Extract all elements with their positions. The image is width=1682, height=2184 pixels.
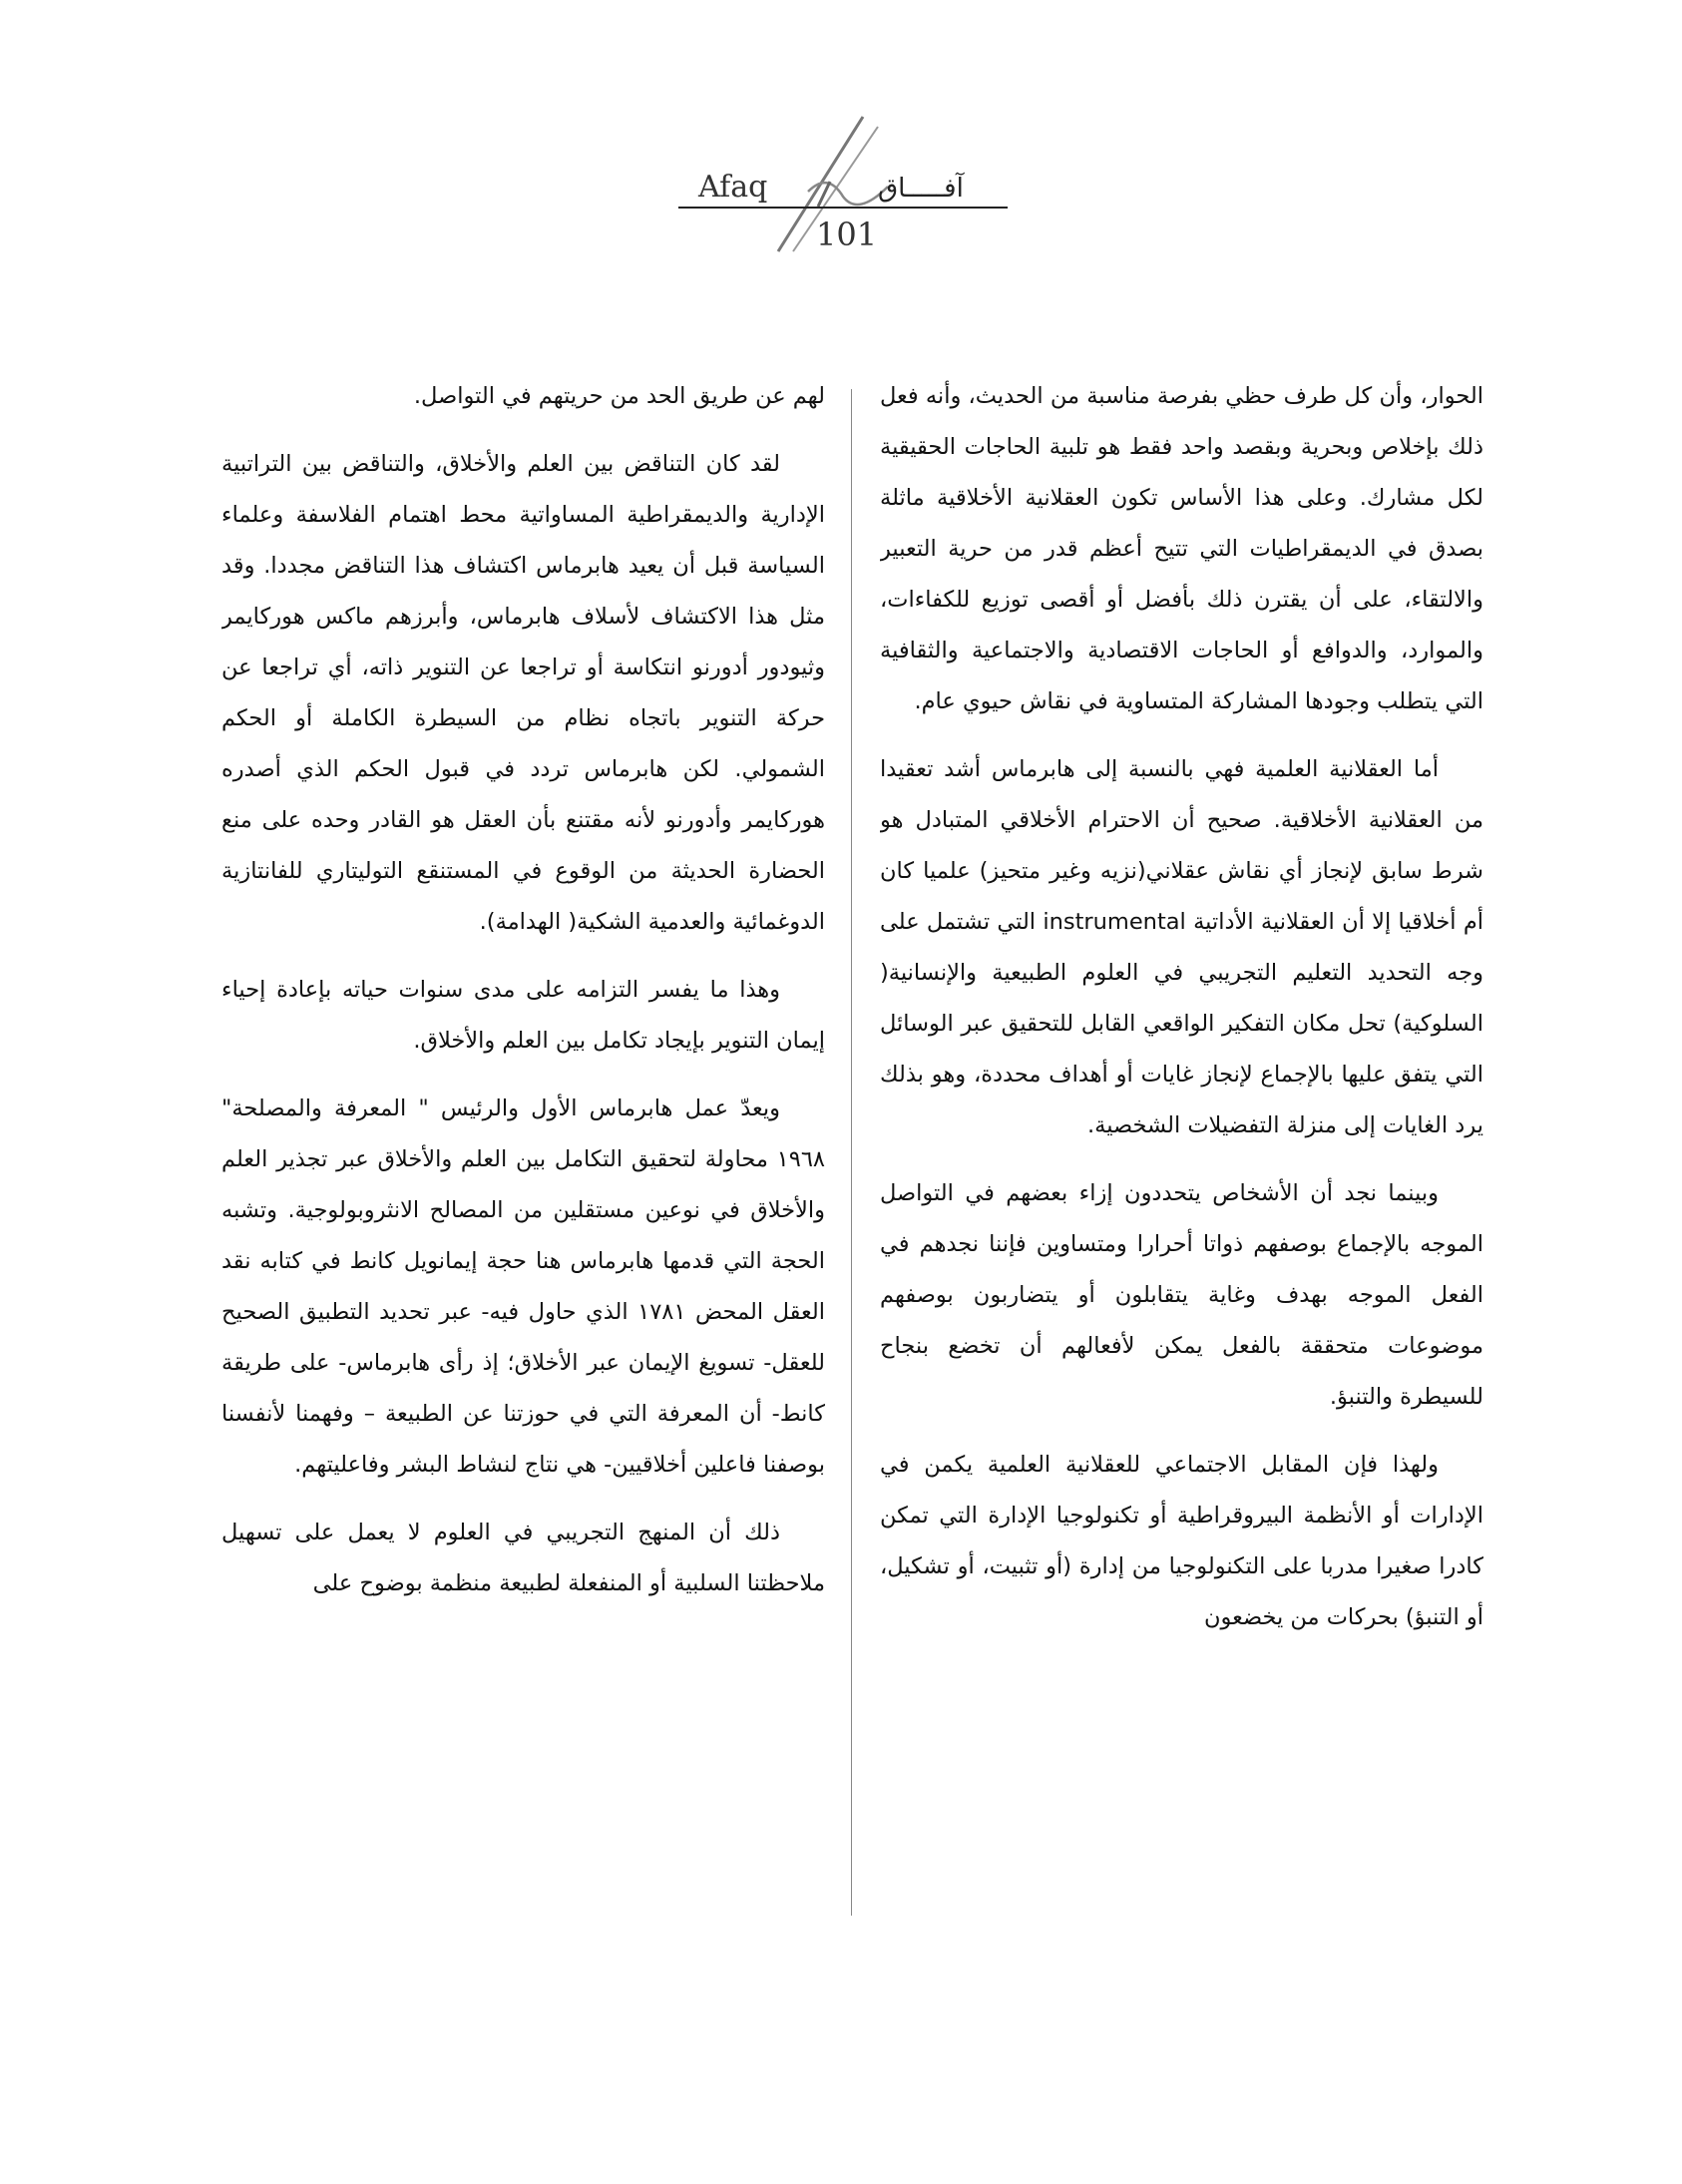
paragraph: وبينما نجد أن الأشخاص يتحددون إزاء بعضهم في التواصل الموجه بالإجماع بوصفهم ذواتا أحرارا ومتساوين فإننا نجدهم في الفعل الموجه بهدف وغاية يتقابلون أو يتضاربون بوصفهم موضوعات متحققة بالفعل يمكن لأفعالهم أن تخضع بنجاح للسيطرة والتنبؤ. bbox=[880, 1180, 1483, 1410]
left-column bbox=[221, 371, 825, 1928]
journal-logo-latin: Afaq bbox=[698, 170, 768, 205]
paragraph: أما العقلانية العلمية فهي بالنسبة إلى هابرماس أشد تعقيدا من العقلانية الأخلاقية. صحيح أن الاحترام الأخلاقي المتبادل هو شرط سابق لإنجاز أي نقاش عقلاني(نزيه وغير متحيز) علميا كان أم أخلاقيا إلا أن العقلانية الأداتية instrumental التي تشتمل على وجه التحديد التعليم التجريبي في العلوم الطبيعية والإنسانية( السلوكية) تحل مكان التفكير الواقعي القابل للتحقيق عبر الوسائل التي يتفق عليها بالإجماع لإنجاز غايات أو أهداف محددة، وهو بذلك يرد الغايات إلى منزلة التفضيلات الشخصية. bbox=[880, 756, 1483, 1138]
paragraph: ذلك أن المنهج التجريبي في العلوم لا يعمل على تسهيل ملاحظتنا السلبية أو المنفعلة لطبيعة منظمة بوضوح على bbox=[221, 1520, 825, 1596]
page-number: 101 bbox=[816, 216, 878, 253]
paragraph: لهم عن طريق الحد من حريتهم في التواصل. bbox=[413, 383, 825, 409]
header-rule bbox=[678, 207, 1008, 209]
right-column bbox=[880, 371, 1483, 1928]
journal-logo-arabic: آفـــــاق bbox=[878, 174, 964, 204]
paragraph: وهذا ما يفسر التزامه على مدى سنوات حياته بإعادة إحياء إيمان التنوير بإيجاد تكامل بين العلم والأخلاق. bbox=[221, 977, 825, 1054]
paragraph: الحوار، وأن كل طرف حظي بفرصة مناسبة من الحديث، وأنه فعل ذلك بإخلاص وبحرية وبقصد واحد فقط هو تلبية الحاجات الحقيقية لكل مشارك. وعلى هذا الأساس تكون العقلانية الأخلاقية ماثلة بصدق في الديمقراطيات التي تتيح أعظم قدر من حرية التعبير والالتقاء، على أن يقترن ذلك بأفضل أو أقصى توزيع للكفاءات، والموارد، والدوافع أو الحاجات الاقتصادية والاجتماعية والثقافية التي يتطلب وجودها المشاركة المتساوية في نقاش حيوي عام. bbox=[880, 383, 1483, 714]
page-header bbox=[658, 112, 1018, 261]
paragraph: ويعدّ عمل هابرماس الأول والرئيس " المعرفة والمصلحة" ١٩٦٨ محاولة لتحقيق التكامل بين العلم والأخلاق عبر تجذير العلم والأخلاق في نوعين مستقلين من المصالح الانثروبولوجية. وتشبه الحجة التي قدمها هابرماس هنا حجة إيمانويل كانط في كتابه نقد العقل المحض ١٧٨١ الذي حاول فيه- عبر تحديد التطبيق الصحيح للعقل- تسويغ الإيمان عبر الأخلاق؛ إذ رأى هابرماس- على طريقة كانط- أن المعرفة التي في حوزتنا عن الطبيعة – وفهمنا لأنفسنا بوصفنا فاعلين أخلاقيين- هي نتاج لنشاط البشر وفاعليتهم. bbox=[221, 1095, 825, 1478]
column-divider bbox=[851, 389, 852, 1916]
paragraph: لقد كان التناقض بين العلم والأخلاق، والتناقض بين التراتبية الإدارية والديمقراطية المساواتية محط اهتمام الفلاسفة وعلماء السياسة قبل أن يعيد هابرماس اكتشاف هذا التناقض مجددا. وقد مثل هذا الاكتشاف لأسلاف هابرماس، وأبرزهم ماكس هوركايمر وثيودور أدورنو انتكاسة أو تراجعا عن التنوير ذاته، أي تراجعا عن حركة التنوير باتجاه نظام من السيطرة الكاملة أو الحكم الشمولي. لكن هابرماس تردد في قبول الحكم الذي أصدره هوركايمر وأدورنو لأنه مقتنع بأن العقل هو القادر وحده على منع الحضارة الحديثة من الوقوع في المستنقع التوليتاري للفانتازية الدوغمائية والعدمية الشكية( الهدامة). bbox=[221, 451, 825, 935]
paragraph: ولهذا فإن المقابل الاجتماعي للعقلانية العلمية يكمن في الإدارات أو الأنظمة البيروقراطية أو تكنولوجيا الإدارة التي تمكن كادرا صغيرا مدربا على التكنولوجيا من إدارة (أو تثبيت، أو تشكيل، أو التنبؤ) بحركات من يخضعون bbox=[880, 1452, 1483, 1630]
